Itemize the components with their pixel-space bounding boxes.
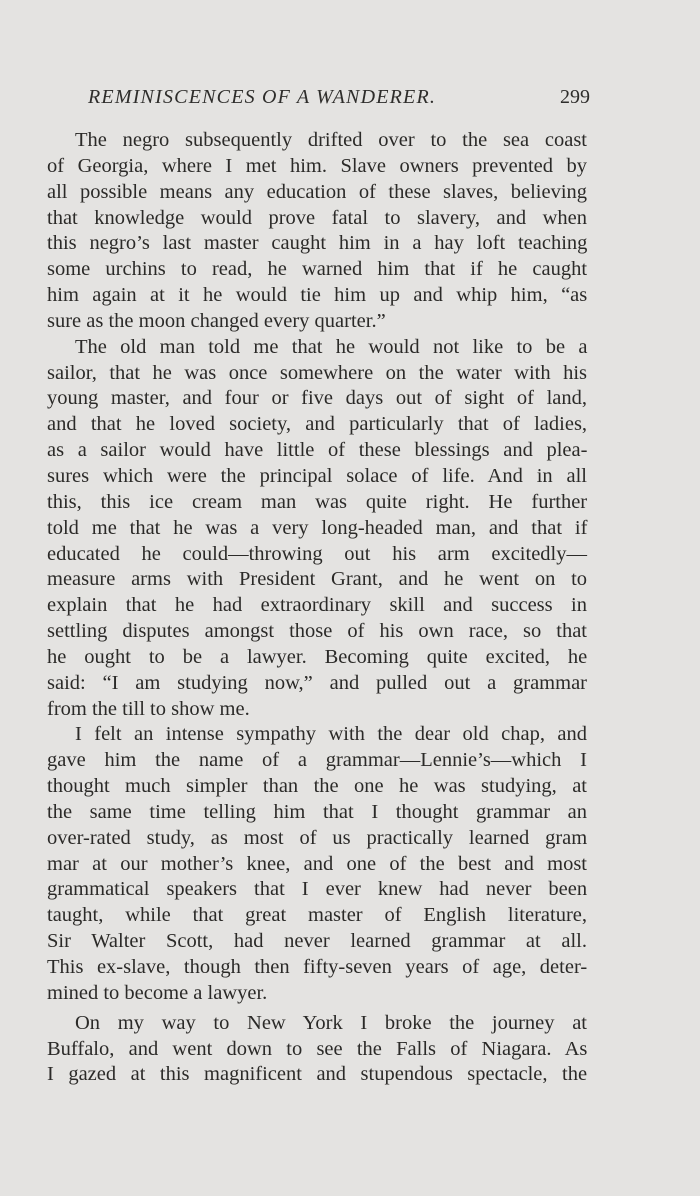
text-line: I gazed at this magnificent and stupendous spectacle, the [47, 1063, 588, 1086]
text-line: said: “I am studying now,” and pulled out a grammar [47, 671, 587, 694]
text-line: On my way to New York I broke the journey at [75, 1011, 587, 1034]
text-line: all possible means any education of these slaves, believing [47, 180, 588, 203]
text-line: over-rated study, as most of us practically learned gram [47, 826, 588, 849]
text-line: taught, while that great master of English literature, [47, 904, 587, 927]
text-line: some urchins to read, he warned him that if he caught [47, 258, 588, 281]
text-line: mined to become a lawyer. [47, 981, 268, 1004]
paragraph [19, 1011, 587, 1089]
text-line: Sir Walter Scott, had never learned grammar at all. [47, 930, 587, 953]
text-line: the same time telling him that I thought grammar an [47, 800, 587, 823]
text-line: that knowledge would prove fatal to slavery, and when [47, 206, 587, 229]
running-header [88, 86, 590, 112]
paragraph [19, 335, 587, 723]
text-line: explain that he had extraordinary skill and success in [47, 594, 587, 617]
text-line: this, this ice cream man was quite right. He further [47, 490, 588, 513]
paragraph [19, 128, 587, 335]
body-text [19, 128, 587, 1088]
text-line: gave him the name of a grammar—Lennie’s—which I [47, 749, 587, 772]
text-line: educated he could—throwing out his arm excitedly— [47, 542, 587, 565]
text-line: sailor, that he was once somewhere on the water with his [47, 361, 587, 384]
text-line: grammatical speakers that I ever knew had never been [47, 878, 588, 901]
text-line: sures which were the principal solace of life. And in all [47, 464, 587, 487]
text-line: as a sailor would have little of these blessings and plea- [47, 439, 588, 462]
text-line: The old man told me that he would not like to be a [75, 335, 588, 358]
text-line: settling disputes amongst those of his own race, so that [47, 620, 587, 643]
paragraph [19, 722, 587, 1006]
page-number: 299 [560, 86, 590, 108]
text-line: from the till to show me. [47, 697, 250, 720]
text-line: thought much simpler than the one he was studying, at [47, 775, 587, 798]
text-line: mar at our mother’s knee, and one of the best and most [47, 852, 587, 875]
text-line: this negro’s last master caught him in a hay loft teaching [47, 232, 588, 255]
text-line: and that he loved society, and particularly that of ladies, [47, 413, 588, 436]
running-title: REMINISCENCES OF A WANDERER. [88, 86, 437, 108]
text-line: sure as the moon changed every quarter.” [47, 309, 386, 332]
text-line: him again at it he would tie him up and whip him, “as [47, 284, 588, 307]
text-line: told me that he was a very long-headed man, and that if [47, 516, 588, 539]
text-line: This ex-slave, though then fifty-seven years of age, deter- [47, 956, 588, 978]
text-line: I felt an intense sympathy with the dear old chap, and [75, 723, 587, 746]
text-line: of Georgia, where I met him. Slave owners prevented by [47, 154, 587, 177]
text-line: The negro subsequently drifted over to the sea coast [75, 129, 587, 151]
text-line: he ought to be a lawyer. Becoming quite excited, he [47, 645, 588, 668]
text-line: measure arms with President Grant, and he went on to [47, 568, 588, 591]
text-line: Buffalo, and went down to see the Falls of Niagara. As [47, 1037, 588, 1060]
text-line: young master, and four or five days out of sight of land, [47, 387, 587, 410]
